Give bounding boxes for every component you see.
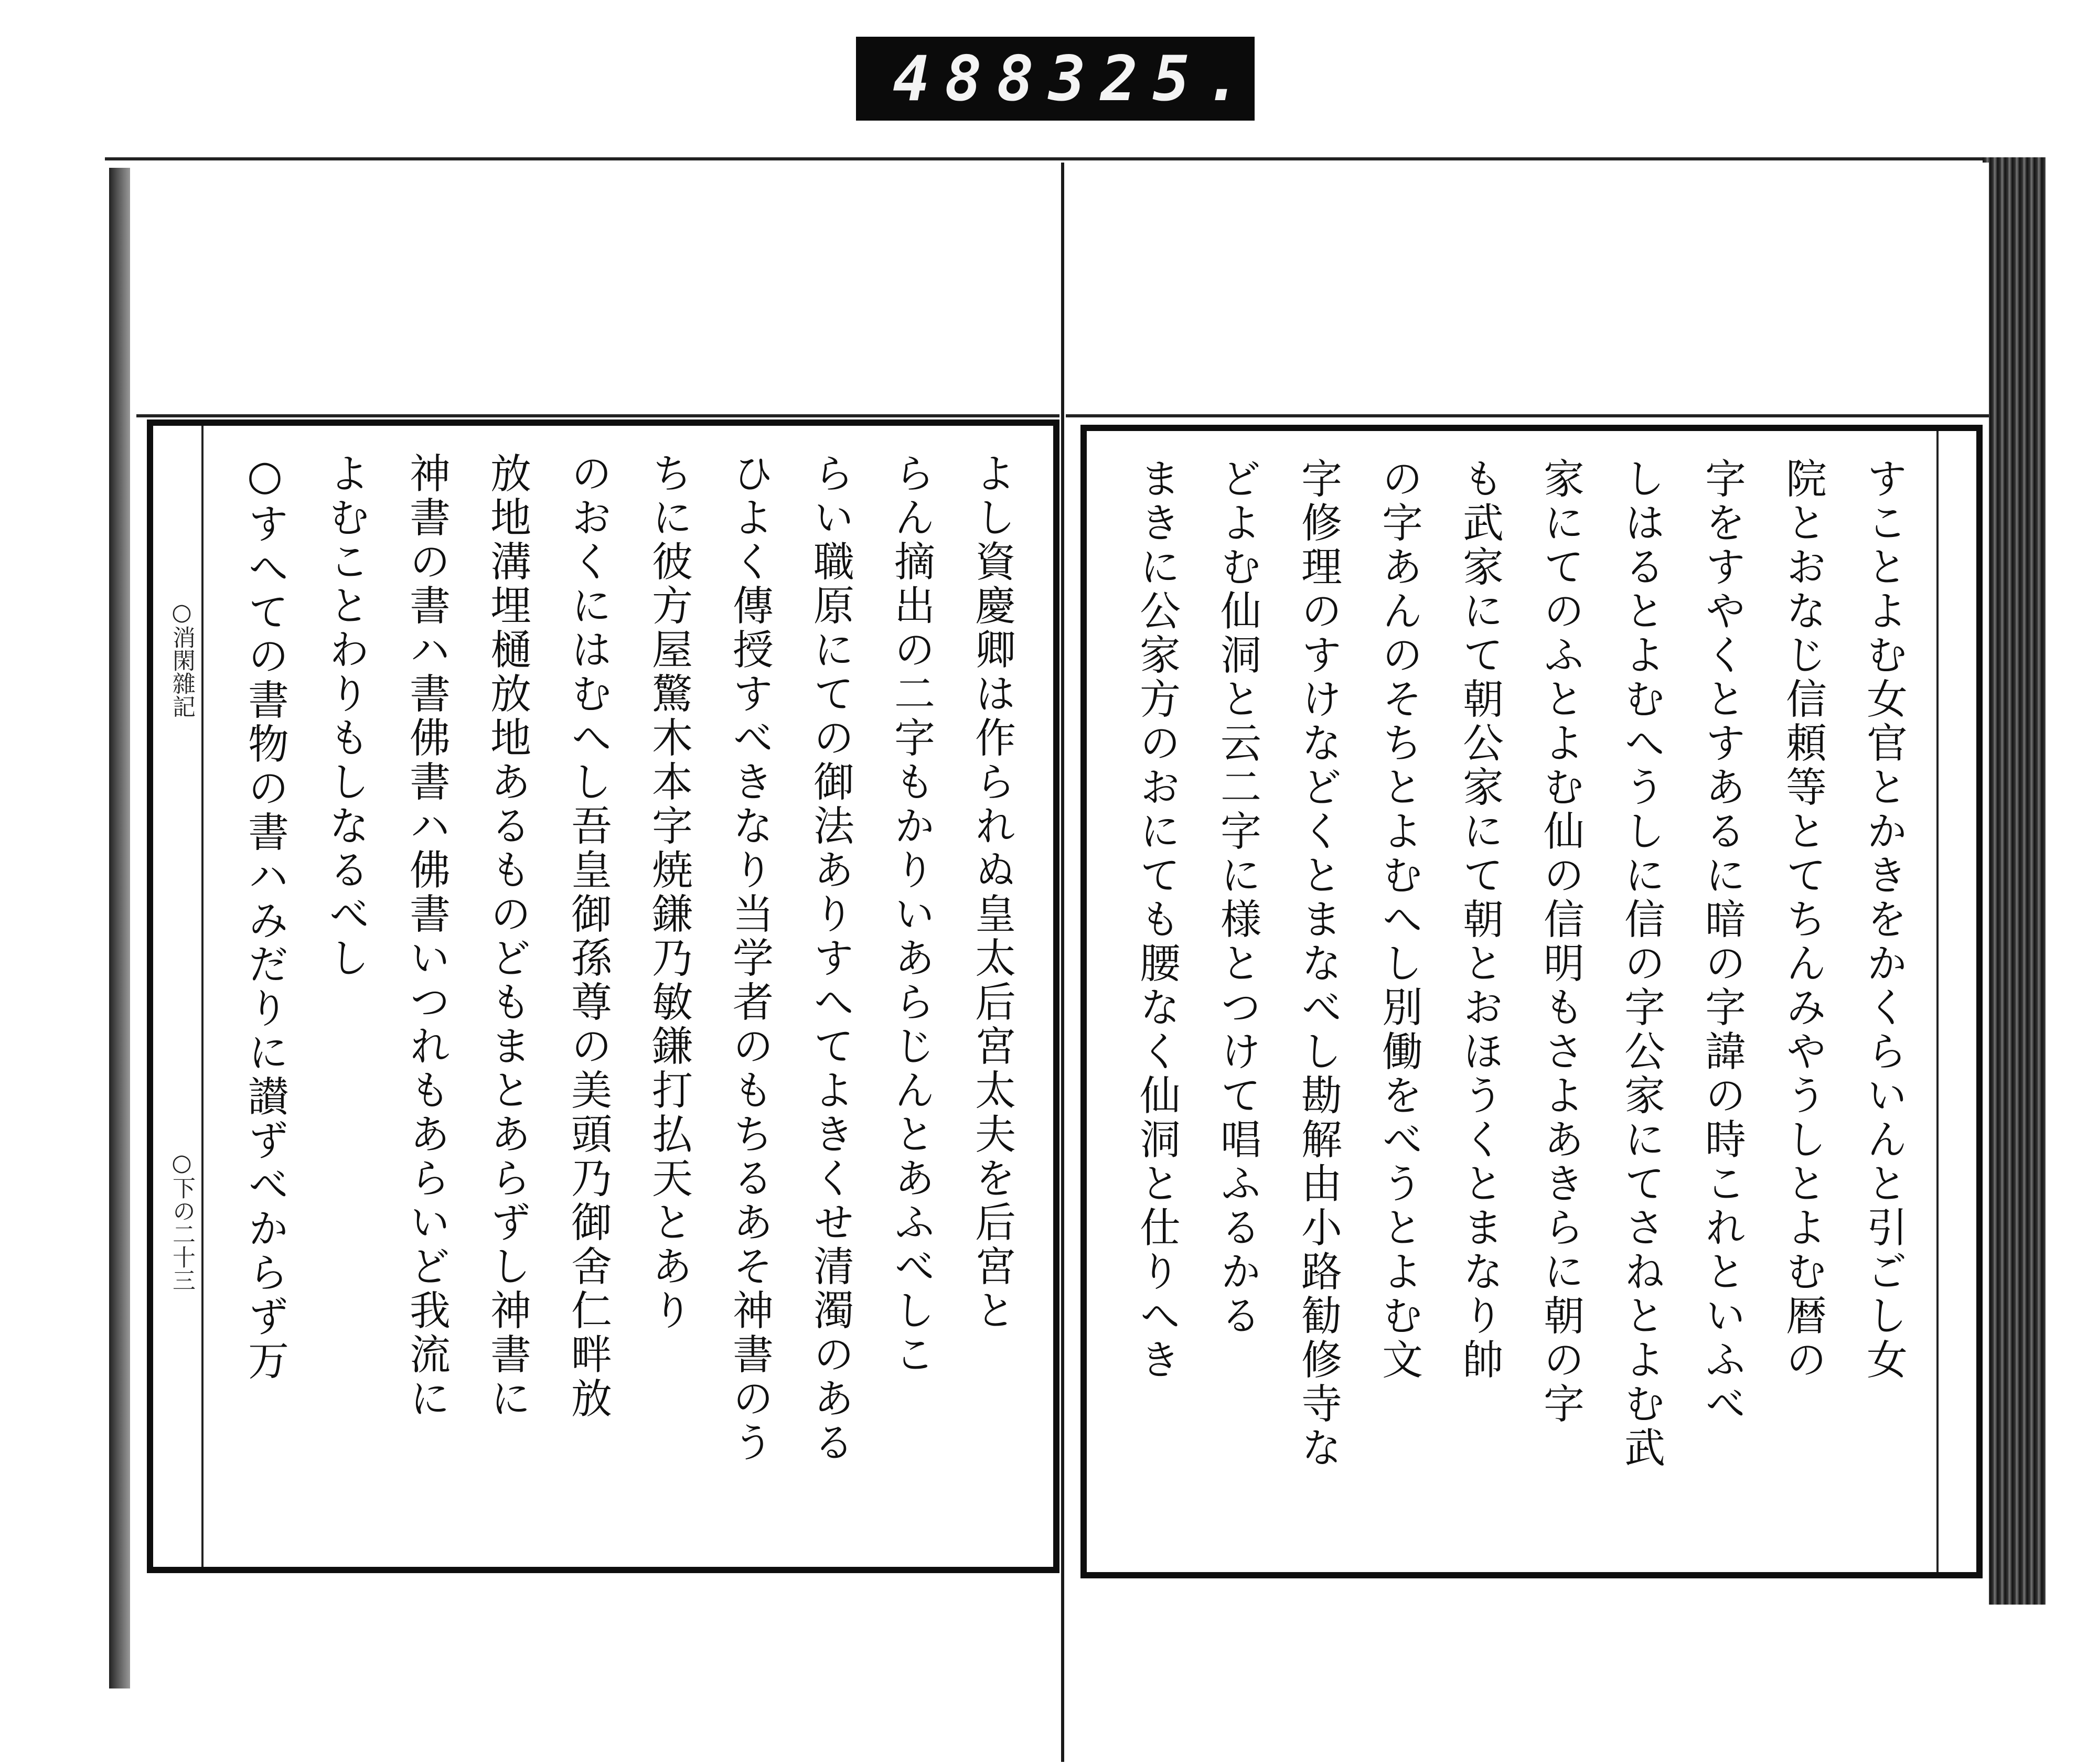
left-page-upper-rule bbox=[136, 414, 1059, 417]
text-column: ちに彼方屋驚木本字焼鎌乃敏鎌打払天とあり bbox=[645, 452, 692, 1333]
text-column: 神書の書ハ書佛書ハ佛書いつれもあらいど我流に bbox=[403, 452, 450, 1421]
right-page-stack bbox=[1983, 157, 2046, 1605]
text-column: まきに公家方のおにても腰なく仙洞と仕りへき bbox=[1133, 457, 1180, 1382]
text-column: 放地溝埋樋放地あるものどもまとあらずし神書に bbox=[484, 452, 531, 1421]
frame-counter-left: 488 bbox=[893, 42, 1049, 115]
text-column: どよむ仙洞と云二字に様とつけて唱ふるかる bbox=[1214, 457, 1261, 1338]
left-page bbox=[136, 163, 1059, 1683]
text-column: らい職原にての御法ありすへてよきくせ清濁のある bbox=[807, 452, 854, 1465]
margin-title: ○消閑雜記 bbox=[168, 599, 195, 718]
text-column: 院とおなじ信頼等とてちんみやうしとよむ暦の bbox=[1779, 457, 1826, 1382]
text-column: ○すへての書物の書ハみだりに讃ずべからず万 bbox=[241, 452, 288, 1383]
left-book-edge bbox=[109, 168, 130, 1688]
left-text-columns bbox=[214, 452, 1032, 1527]
book-gutter bbox=[1061, 163, 1064, 1762]
right-text-columns bbox=[1106, 457, 1924, 1532]
open-book bbox=[105, 157, 2046, 1730]
text-column: すことよむ女官とかきをかくらいんと引ごし女 bbox=[1860, 457, 1907, 1382]
frame-counter-plate bbox=[856, 37, 1255, 121]
text-column: よむことわりもしなるべし bbox=[322, 452, 369, 981]
text-column: 字修理のすけなどくとまなべし勘解由小路勧修寺な bbox=[1294, 457, 1342, 1470]
text-column: らん摘出の二字もかりいあらじんとあふべしこ bbox=[887, 452, 935, 1377]
margin-folio: ○下の二十三 bbox=[168, 1149, 195, 1292]
right-text-frame bbox=[1080, 425, 1983, 1578]
text-column: のおくにはむへし吾皇御孫尊の美頭乃御舍仁畔放 bbox=[564, 452, 612, 1421]
right-margin-rule bbox=[1936, 431, 1939, 1572]
text-column: ひよく傳授すべきなり当学者のもちるあそ神書のう bbox=[726, 452, 773, 1465]
text-column: よし資慶卿は作られぬ皇太后宮太夫を后宮と bbox=[968, 452, 1015, 1333]
right-page-upper-rule bbox=[1066, 414, 1989, 417]
frame-counter-right: 325. bbox=[1048, 42, 1257, 115]
text-column: 字をすやくとすあるに暗の字諱の時これといふべ bbox=[1698, 457, 1746, 1426]
left-margin-rule bbox=[201, 426, 204, 1567]
text-column: 家にてのふとよむ仙の信明もさよあきらに朝の字 bbox=[1537, 457, 1584, 1426]
left-text-frame bbox=[147, 420, 1059, 1573]
text-column: も武家にて朝公家にて朝とおほうくとまなり帥 bbox=[1456, 457, 1503, 1382]
text-column: の字あんのそちとよむへし別働をべうとよむ文 bbox=[1375, 457, 1422, 1382]
right-page bbox=[1066, 163, 1989, 1620]
text-column: しはるとよむへうしに信の字公家にてさねとよむ武 bbox=[1618, 457, 1665, 1470]
